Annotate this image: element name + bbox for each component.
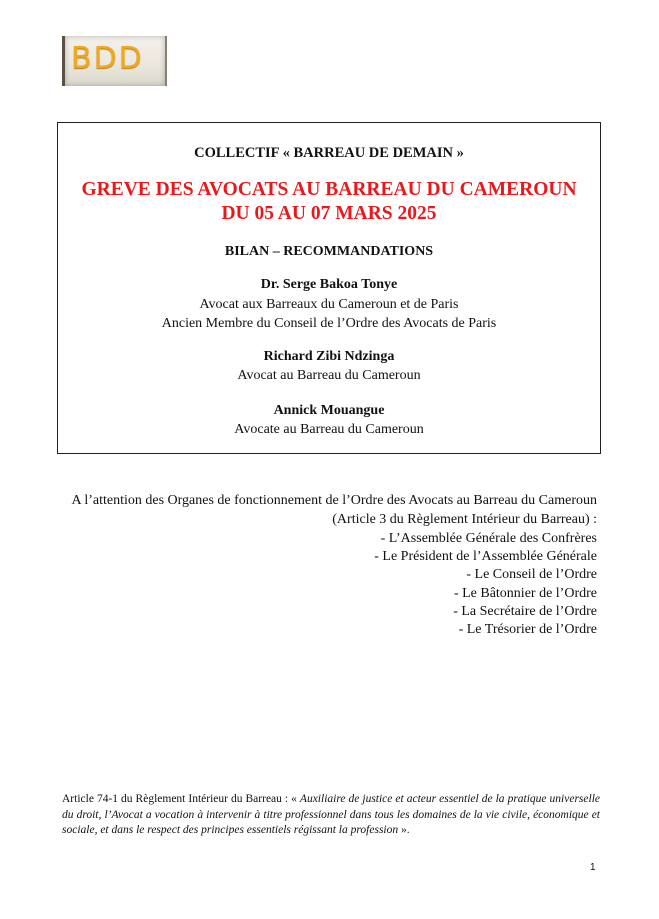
author-role: Ancien Membre du Conseil de l’Ordre des Avocats de Paris [161,316,497,331]
recipient-item: - La Secrétaire de l’Ordre [453,603,597,619]
page-number: 1 [590,862,596,873]
recipient-item: - Le Bâtonnier de l’Ordre [453,585,597,601]
author-name: Richard Zibi Ndzinga [263,349,395,364]
author-role: Avocate au Barreau du Cameroun [234,422,424,437]
recipient-item: - Le Trésorier de l’Ordre [458,622,597,638]
author-role: Avocat au Barreau du Cameroun [237,368,421,383]
recipient-item: - Le Conseil de l’Ordre [466,567,597,583]
bdd-logo [62,36,167,86]
author-role: Avocat aux Barreaux du Cameroun et de Paris [199,297,459,312]
collectif-heading: COLLECTIF « BARREAU DE DEMAIN » [194,145,464,161]
main-title-line-1: GREVE DES AVOCATS AU BARREAU DU CAMEROUN [81,179,577,200]
recipient-list [374,530,597,639]
article-prefix: Article 74-1 du Règlement Intérieur du Barreau : « [62,793,297,805]
main-title-line-2: DU 05 AU 07 MARS 2025 [221,203,437,224]
bdd-logo-text: BDD [71,41,144,76]
author-name: Annick Mouangue [273,403,385,418]
article-citation [62,792,600,839]
article-suffix: ». [401,824,410,836]
subtitle: BILAN – RECOMMANDATIONS [224,244,434,259]
title-box [57,122,601,454]
attention-intro: A l’attention des Organes de fonctionnement de l’Ordre des Avocats au Barreau du Cameroun (Article 3 du Règlement Intérieur du Barreau) : [71,493,597,527]
recipient-item: - Le Président de l’Assemblée Générale [374,549,597,565]
recipient-item: - L’Assemblée Générale des Confrères [380,531,597,546]
author-name: Dr. Serge Bakoa Tonye [260,277,398,292]
article-quote: Auxiliaire de justice et acteur essentiel de la pratique universelle du droit, l’Avocat a vocation à intervenir à titre professionnel dans tous les domaines de la vie civile, économique et sociale, et dans le respect des principes essentiels régissant la profession [62,793,601,836]
